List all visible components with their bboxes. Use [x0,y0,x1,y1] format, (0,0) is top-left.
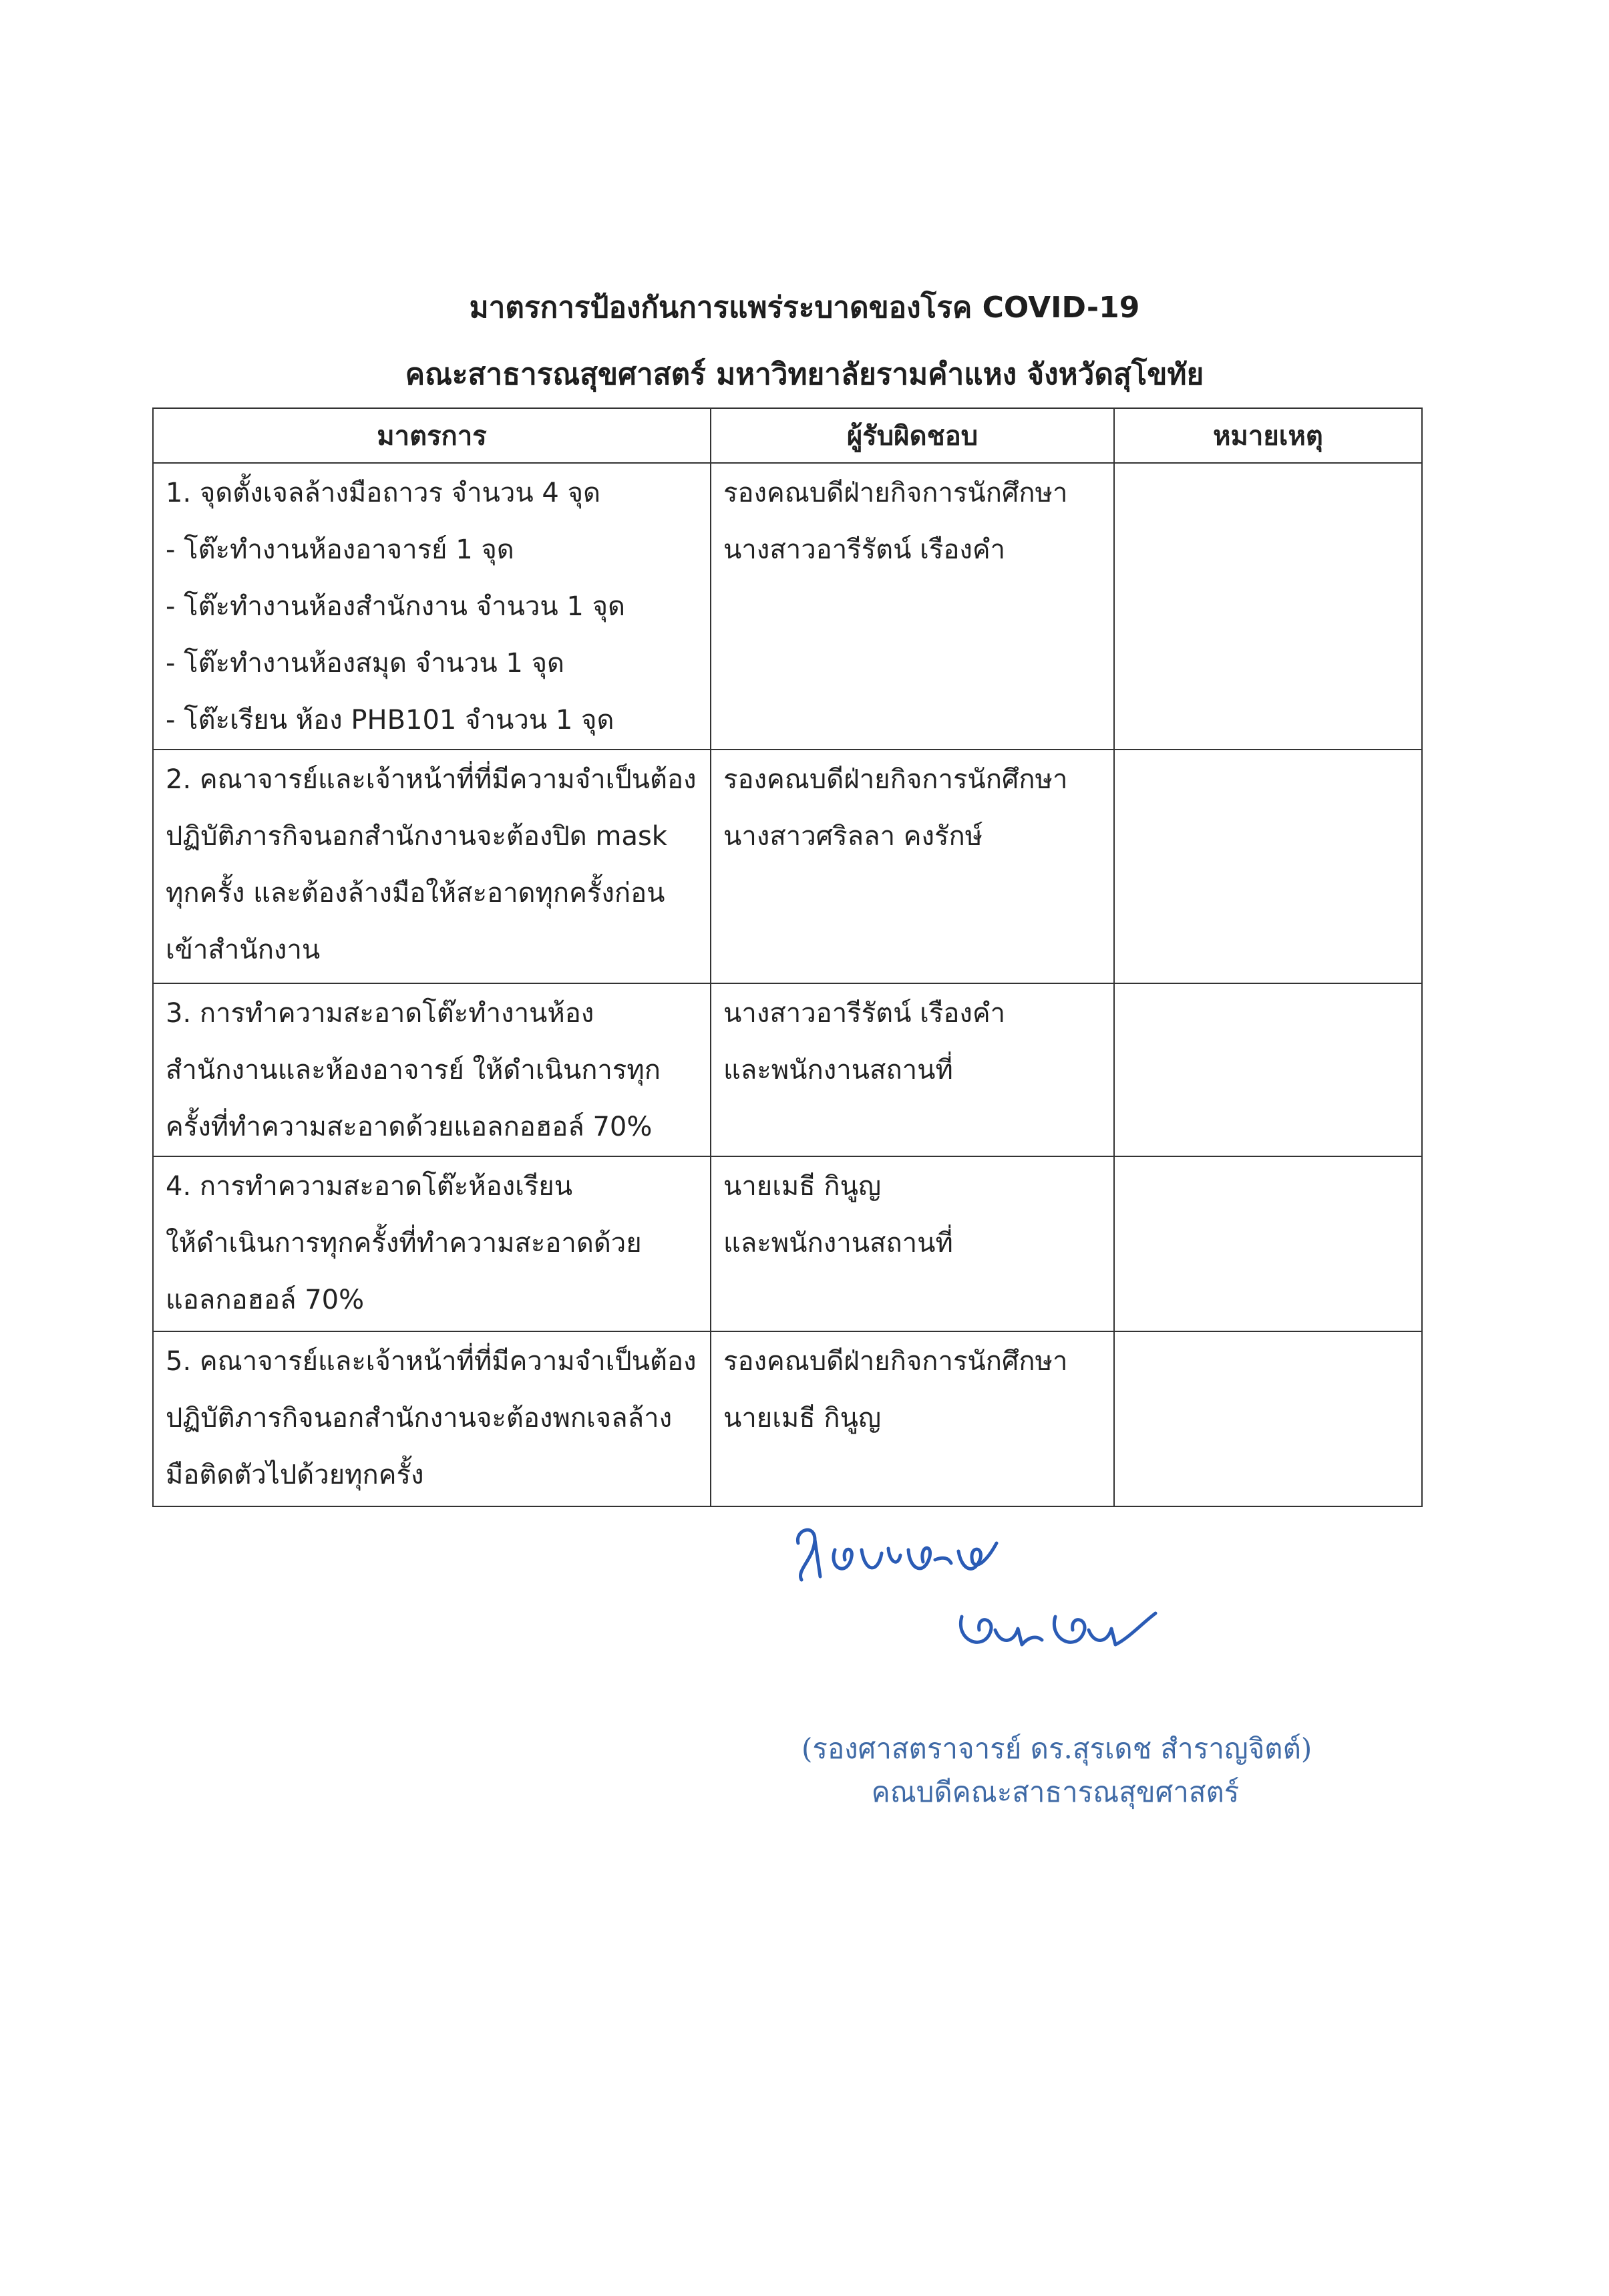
header-responsible: ผู้รับผิดชอบ [711,408,1114,463]
remark-cell [1114,750,1422,983]
table-header-row [153,408,1422,463]
measure-line: ให้ดำเนินการทุกครั้งที่ทำความสะอาดด้วย [166,1228,642,1259]
table-row [153,983,1422,1156]
responsible-line: รองคณบดีฝ่ายกิจการนักศึกษา [723,764,1068,795]
responsible-cell [711,1156,1114,1331]
responsible-line: นางสาวอารีรัตน์ เรืองคำ [723,534,1006,565]
responsible-cell [711,750,1114,983]
responsible-line: และพนักงานสถานที่ [723,1055,953,1086]
measure-line: 5. คณาจารย์และเจ้าหน้าที่ที่มีความจำเป็นต้อง [166,1346,697,1377]
measure-line: ปฏิบัติภารกิจนอกสำนักงานจะต้องปิด mask [166,821,667,852]
measure-cell [153,1156,711,1331]
measure-line: - โต๊ะทำงานห้องสำนักงาน จำนวน 1 จุด [166,591,626,622]
remark-cell [1114,1156,1422,1331]
remark-cell [1114,1331,1422,1506]
header-remark: หมายเหตุ [1114,408,1422,463]
responsible-line: และพนักงานสถานที่ [723,1228,953,1259]
measures-table [152,407,1423,1507]
measure-line: - โต๊ะเรียน ห้อง PHB101 จำนวน 1 จุด [166,705,614,735]
measure-cell [153,1331,711,1506]
signer-position: คณบดีคณะสาธารณสุขศาสตร์ [871,1776,1240,1808]
responsible-cell [711,1331,1114,1506]
responsible-cell [711,463,1114,750]
responsible-line: นางสาวศริลลา คงรักษ์ [723,821,983,852]
measure-line: ปฏิบัติภารกิจนอกสำนักงานจะต้องพกเจลล้าง [166,1403,673,1434]
remark-cell [1114,983,1422,1156]
table-row [153,1156,1422,1331]
measure-line: - โต๊ะทำงานห้องอาจารย์ 1 จุด [166,534,514,565]
measure-line: 2. คณาจารย์และเจ้าหน้าที่ที่มีความจำเป็นต้อง [166,764,697,795]
header-measure: มาตรการ [153,408,711,463]
responsible-line: นางสาวอารีรัตน์ เรืองคำ [723,998,1006,1029]
measure-line: สำนักงานและห้องอาจารย์ ให้ดำเนินการทุก [166,1055,661,1086]
measure-line: 3. การทำความสะอาดโต๊ะทำงานห้อง [166,998,594,1029]
measure-line: ครั้งที่ทำความสะอาดด้วยแอลกอฮอล์ 70% [166,1112,653,1142]
measure-cell [153,750,711,983]
responsible-cell [711,983,1114,1156]
responsible-line: รองคณบดีฝ่ายกิจการนักศึกษา [723,478,1068,508]
signer-name: (รองศาสตราจารย์ ดร.สุรเดช สำราญจิตต์) [801,1732,1312,1765]
responsible-line: รองคณบดีฝ่ายกิจการนักศึกษา [723,1346,1068,1377]
document-title: มาตรการป้องกันการแพร่ระบาดของโรค COVID-19 [469,291,1140,325]
table-row [153,750,1422,983]
measure-line: แอลกอฮอล์ 70% [166,1285,365,1315]
measure-line: 4. การทำความสะอาดโต๊ะห้องเรียน [166,1171,573,1202]
measure-line: ทุกครั้ง และต้องล้างมือให้สะอาดทุกครั้งก่อน [166,878,665,909]
measure-cell [153,983,711,1156]
measure-line: - โต๊ะทำงานห้องสมุด จำนวน 1 จุด [166,648,564,679]
responsible-line: นายเมธี กินูญ [723,1403,882,1434]
handwritten-signature [735,1496,1202,1697]
measure-line: 1. จุดตั้งเจลล้างมือถาวร จำนวน 4 จุด [166,478,600,508]
measure-cell [153,463,711,750]
signature-strokes [797,1530,1155,1645]
responsible-line: นายเมธี กินูญ [723,1171,882,1202]
handwriting-note [797,1530,997,1580]
remark-cell [1114,463,1422,750]
document-subtitle: คณะสาธารณสุขศาสตร์ มหาวิทยาลัยรามคำแหง จังหวัดสุโขทัย [405,357,1204,391]
measure-line: เข้าสำนักงาน [166,935,321,965]
measure-line: มือติดตัวไปด้วยทุกครั้ง [166,1460,424,1490]
table-row [153,1331,1422,1506]
table-row [153,463,1422,750]
signature-scribble [960,1613,1155,1645]
